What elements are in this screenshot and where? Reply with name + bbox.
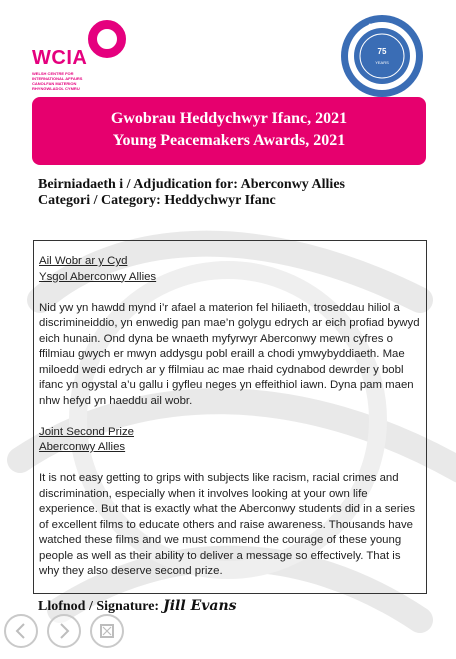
signature-name: Jill Evans xyxy=(163,598,237,614)
adjudication-meta xyxy=(38,177,345,209)
signature-label: Llofnod / Signature: xyxy=(38,599,160,614)
welsh-adjudication-text: Nid yw yn hawdd mynd i’r afael a materion fel hiliaeth, troseddau hiliol a discrimineiddio, yn enwedig pan mae’n golygu edrych ar eich profiad bywyd eich hunain. Ond dyna be wnaeth myfyrwyr Aberconwy mewn cyfres o ffilmiau gwych er mwyn addysgu pobl eraill a chodi ymwybyddiaeth. Mae miloedd wedi edrych ar y ffilmiau ac mae rhaid cydnabod dewrder y bobl ifanc yn ogystal a’u gallu i gyfleu neges yn effeithiol iawn. Dyna pam maen nhw hefyd yn haeddu ail wobr. xyxy=(39,301,420,407)
adjudication-for: Beirniadaeth i / Adjudication for: Aberconwy Allies xyxy=(38,177,345,192)
awards-banner xyxy=(32,97,426,165)
svg-text:75: 75 xyxy=(377,47,387,56)
welsh-school-name: Ysgol Aberconwy Allies xyxy=(39,270,157,283)
english-prize-heading: Joint Second Prize xyxy=(39,425,134,438)
english-school-name: Aberconwy Allies xyxy=(39,441,126,453)
banner-title-welsh: Gwobrau Heddychwyr Ifanc, 2021 xyxy=(110,110,348,127)
wcia-logo xyxy=(30,14,120,98)
english-adjudication-text: It is not easy getting to grips with subjects like racism, racial crimes and discrimination, especially when it involves looking at your own life experience. But that is exactly what the Aberconwy students did in a series of excellent films to educate others and raise awareness. Thousands have watched these films and we must commend the courage of these young people as well as their ability to deliver a message so effectively. That is why they also deserve second prize. xyxy=(39,472,416,577)
wcia-logo-text: WCIA xyxy=(32,47,88,69)
wcia-logo-ring xyxy=(88,20,126,58)
chevron-right-icon xyxy=(49,616,79,646)
anniversary-badge xyxy=(340,14,424,98)
wcia-logo-subtitle: WELSH CENTRE FOR INTERNATIONAL AFFAIRS CANOLFAN MATERION RHYNGWLADOL CYMRU xyxy=(32,71,83,91)
category-line: Categori / Category: Heddychwyr Ifanc xyxy=(38,193,276,208)
adjudication-text-box xyxy=(33,240,427,594)
svg-text:YEARS: YEARS xyxy=(375,60,389,65)
signature-line xyxy=(38,598,237,615)
welsh-prize-heading: Ail Wobr ar y Cyd xyxy=(39,255,128,267)
expand-icon xyxy=(92,616,122,646)
next-page-button[interactable] xyxy=(47,614,81,648)
previous-page-button[interactable] xyxy=(4,614,38,648)
fullscreen-button[interactable] xyxy=(90,614,124,648)
banner-title-english: Young Peacemakers Awards, 2021 xyxy=(112,132,346,149)
chevron-left-icon xyxy=(6,616,36,646)
